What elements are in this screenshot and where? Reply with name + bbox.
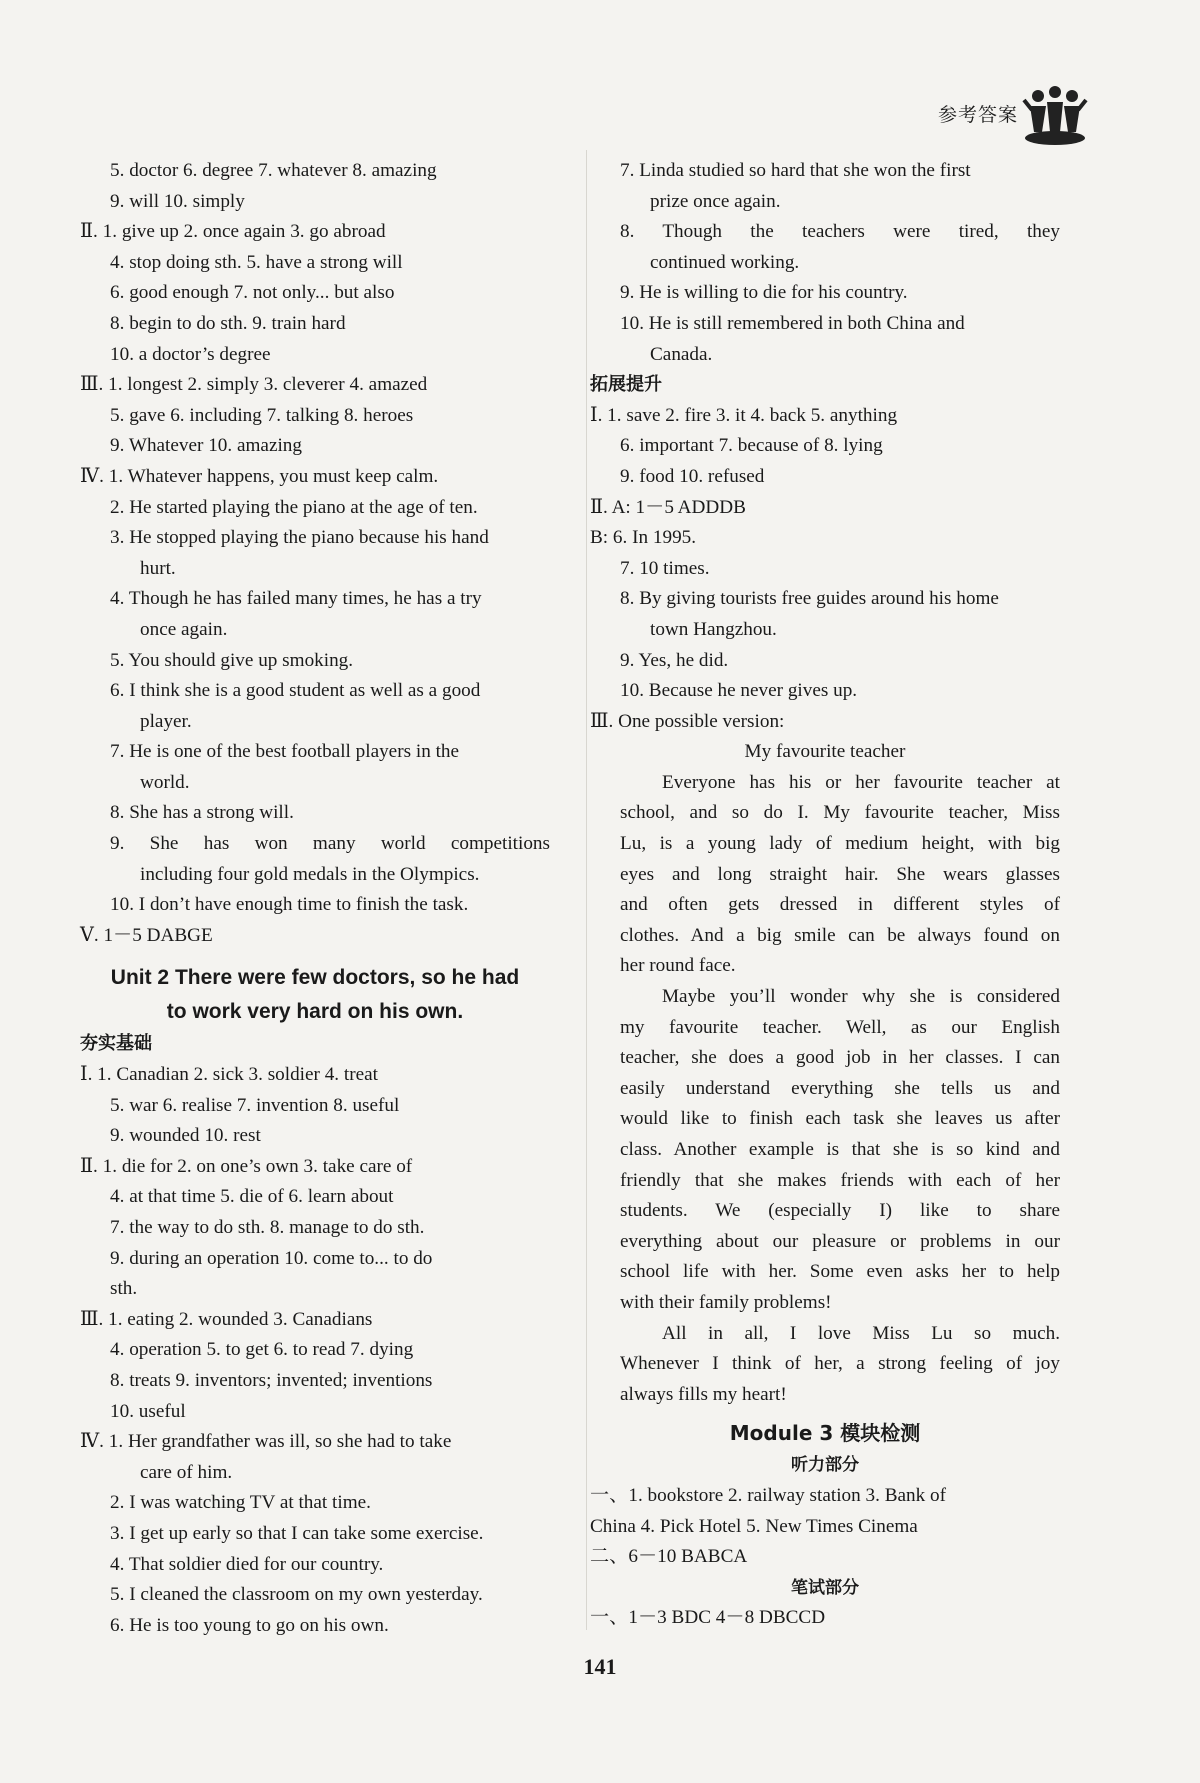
answer-line: 7. Linda studied so hard that she won the first xyxy=(620,160,971,181)
answer-line: 6. He is too young to go on his own. xyxy=(110,1614,389,1636)
left-column xyxy=(80,156,550,1641)
answer-line: 9. She has won many world competitions xyxy=(110,833,550,855)
answer-line: 6. I think she is a good student as well as a good xyxy=(110,680,481,702)
answer-line: Ⅱ. 1. die for 2. on one’s own 3. take care of xyxy=(80,1155,413,1177)
answer-line: 8. Though the teachers were tired, they xyxy=(620,221,1060,243)
header-label: 参考答案 xyxy=(938,104,1019,126)
answer-line: world. xyxy=(140,771,190,793)
answer-line: 9. He is willing to die for his country. xyxy=(620,282,908,304)
answer-line: always fills my heart! xyxy=(620,1383,787,1405)
answer-line: with their family problems! xyxy=(620,1291,832,1313)
answer-line: 9. Yes, he did. xyxy=(620,649,729,671)
answer-line: 4. at that time 5. die of 6. learn about xyxy=(110,1186,394,1208)
listening-line: 一、1. bookstore 2. railway station 3. Bank of xyxy=(590,1484,946,1506)
answer-line: My favourite teacher xyxy=(744,741,906,763)
answer-line: 5. You should give up smoking. xyxy=(110,649,354,671)
answer-line: once again. xyxy=(140,618,228,640)
answer-line: 10. Because he never gives up. xyxy=(620,680,858,702)
answer-line: 8. begin to do sth. 9. train hard xyxy=(110,312,346,334)
answer-line: 10. I don’t have enough time to finish the task. xyxy=(110,894,469,916)
writing-head: 笔试部分 xyxy=(791,1577,859,1598)
answer-line: Ⅲ. One possible version: xyxy=(590,710,785,732)
answer-line: 9. during an operation 10. come to... to do xyxy=(110,1247,433,1269)
answer-line: town Hangzhou. xyxy=(650,618,777,640)
people-logo-icon xyxy=(1020,82,1090,148)
extension-section-head: 拓展提升 xyxy=(590,374,662,396)
answer-line: player. xyxy=(140,710,192,732)
answer-line: continued working. xyxy=(650,251,800,273)
unit2-section-head: 夯实基础 xyxy=(80,1033,152,1055)
listening-line: China 4. Pick Hotel 5. New Times Cinema xyxy=(590,1515,918,1537)
answer-line: 7. 10 times. xyxy=(620,557,710,579)
answer-line: Ⅲ. 1. longest 2. simply 3. cleverer 4. amazed xyxy=(80,374,428,396)
answer-line: B: 6. In 1995. xyxy=(590,527,697,549)
answer-line: 3. I get up early so that I can take some exercise. xyxy=(110,1522,484,1544)
answer-line: 9. Whatever 10. amazing xyxy=(110,435,302,457)
answer-line: including four gold medals in the Olympics. xyxy=(140,863,480,885)
answer-line: 10. He is still remembered in both China and xyxy=(620,312,965,334)
answer-line: 7. He is one of the best football players in the xyxy=(110,741,460,763)
answer-line: teacher, she does a good job in her classes. I can xyxy=(620,1047,1060,1069)
answer-line: 8. She has a strong will. xyxy=(110,802,294,824)
answer-line: 5. doctor 6. degree 7. whatever 8. amazing xyxy=(110,160,437,181)
answer-line: 5. war 6. realise 7. invention 8. useful xyxy=(110,1094,400,1116)
answer-line: 5. I cleaned the classroom on my own yesterday. xyxy=(110,1584,483,1606)
answer-line: easily understand everything she tells us and xyxy=(620,1077,1060,1099)
answer-line: hurt. xyxy=(140,557,176,579)
answer-line: her round face. xyxy=(620,955,736,977)
extension-answers xyxy=(590,401,1060,1411)
answer-line: friendly that she makes friends with each of her xyxy=(620,1169,1060,1191)
unit2-answers-cont xyxy=(590,156,1060,370)
answer-line: class. Another example is that she is so kind and xyxy=(620,1139,1060,1160)
answer-line: 8. treats 9. inventors; invented; inventions xyxy=(110,1369,433,1391)
answer-line: everything about our pleasure or problems in our xyxy=(620,1230,1060,1252)
answer-line: Ⅳ. 1. Whatever happens, you must keep calm. xyxy=(80,465,439,487)
page-number: 141 xyxy=(583,1654,617,1679)
answer-line: clothes. And a big smile can be always found on xyxy=(620,924,1060,946)
answer-line: care of him. xyxy=(140,1461,233,1483)
answer-line: 3. He stopped playing the piano because his hand xyxy=(110,527,489,549)
answer-line: 9. food 10. refused xyxy=(620,465,765,487)
answer-line: 2. He started playing the piano at the age of ten. xyxy=(110,496,478,518)
writing-line: 一、1－3 BDC 4－8 DBCCD xyxy=(590,1607,826,1629)
answer-line: 5. gave 6. including 7. talking 8. heroes xyxy=(110,404,414,426)
answer-line: Canada. xyxy=(650,343,713,365)
answer-line: 4. That soldier died for our country. xyxy=(110,1553,384,1575)
listening-head: 听力部分 xyxy=(791,1455,859,1476)
answer-line: Ⅰ. 1. Canadian 2. sick 3. soldier 4. treat xyxy=(80,1064,378,1086)
answer-line: 10. useful xyxy=(110,1400,186,1422)
answer-line: Ⅳ. 1. Her grandfather was ill, so she had to take xyxy=(80,1431,452,1453)
right-column xyxy=(590,156,1060,1634)
answer-line: Lu, is a young lady of medium height, with big xyxy=(620,833,1060,855)
module-title: Module 3 模块检测 xyxy=(729,1421,921,1446)
answer-line: Maybe you’ll wonder why she is considered xyxy=(662,986,1060,1008)
answer-line: sth. xyxy=(110,1278,138,1300)
answer-line: students. We (especially I) like to share xyxy=(620,1200,1060,1222)
answer-line: would like to finish each task she leaves us after xyxy=(620,1108,1060,1130)
answer-line: 6. important 7. because of 8. lying xyxy=(620,435,883,457)
answer-line: 2. I was watching TV at that time. xyxy=(110,1492,371,1514)
unit1-answers xyxy=(80,156,550,951)
listening-line: 二、6－10 BABCA xyxy=(590,1546,748,1568)
answer-line: Ⅰ. 1. save 2. fire 3. it 4. back 5. anything xyxy=(590,404,898,426)
answer-line: 8. By giving tourists free guides around his home xyxy=(620,588,999,610)
answer-line: 7. the way to do sth. 8. manage to do sth. xyxy=(110,1217,425,1238)
answer-line: 4. stop doing sth. 5. have a strong will xyxy=(110,251,403,273)
answer-line: 9. will 10. simply xyxy=(110,190,245,212)
answer-line: prize once again. xyxy=(650,190,781,212)
answer-line: Ⅴ. 1－5 DABGE xyxy=(80,924,213,946)
unit2-title-line1: Unit 2 There were few doctors, so he had xyxy=(110,966,520,990)
unit2-title-line2: to work very hard on his own. xyxy=(166,1000,464,1024)
answer-line: school life with her. Some even asks her to help xyxy=(620,1261,1060,1283)
answer-line: Ⅱ. A: 1－5 ADDDB xyxy=(590,496,746,518)
unit2-answers xyxy=(80,1060,550,1641)
answer-line: 10. a doctor’s degree xyxy=(110,343,271,365)
answer-line: my favourite teacher. Well, as our English xyxy=(620,1016,1060,1038)
answer-line: Everyone has his or her favourite teacher at xyxy=(662,771,1060,793)
answer-line: 9. wounded 10. rest xyxy=(110,1125,261,1147)
answer-line: 4. Though he has failed many times, he has a try xyxy=(110,588,482,610)
column-divider xyxy=(586,150,587,1630)
answer-line: eyes and long straight hair. She wears glasses xyxy=(620,863,1060,885)
answer-line: and often gets dressed in different styles of xyxy=(620,894,1060,916)
answer-line: All in all, I love Miss Lu so much. xyxy=(662,1322,1060,1344)
answer-line: Whenever I think of her, a strong feeling of joy xyxy=(620,1353,1060,1375)
answer-line: 4. operation 5. to get 6. to read 7. dying xyxy=(110,1339,414,1361)
answer-line: school, and so do I. My favourite teacher, Miss xyxy=(620,802,1060,824)
answer-line: 6. good enough 7. not only... but also xyxy=(110,282,395,304)
answer-line: Ⅱ. 1. give up 2. once again 3. go abroad xyxy=(80,221,386,243)
answer-line: Ⅲ. 1. eating 2. wounded 3. Canadians xyxy=(80,1308,373,1330)
